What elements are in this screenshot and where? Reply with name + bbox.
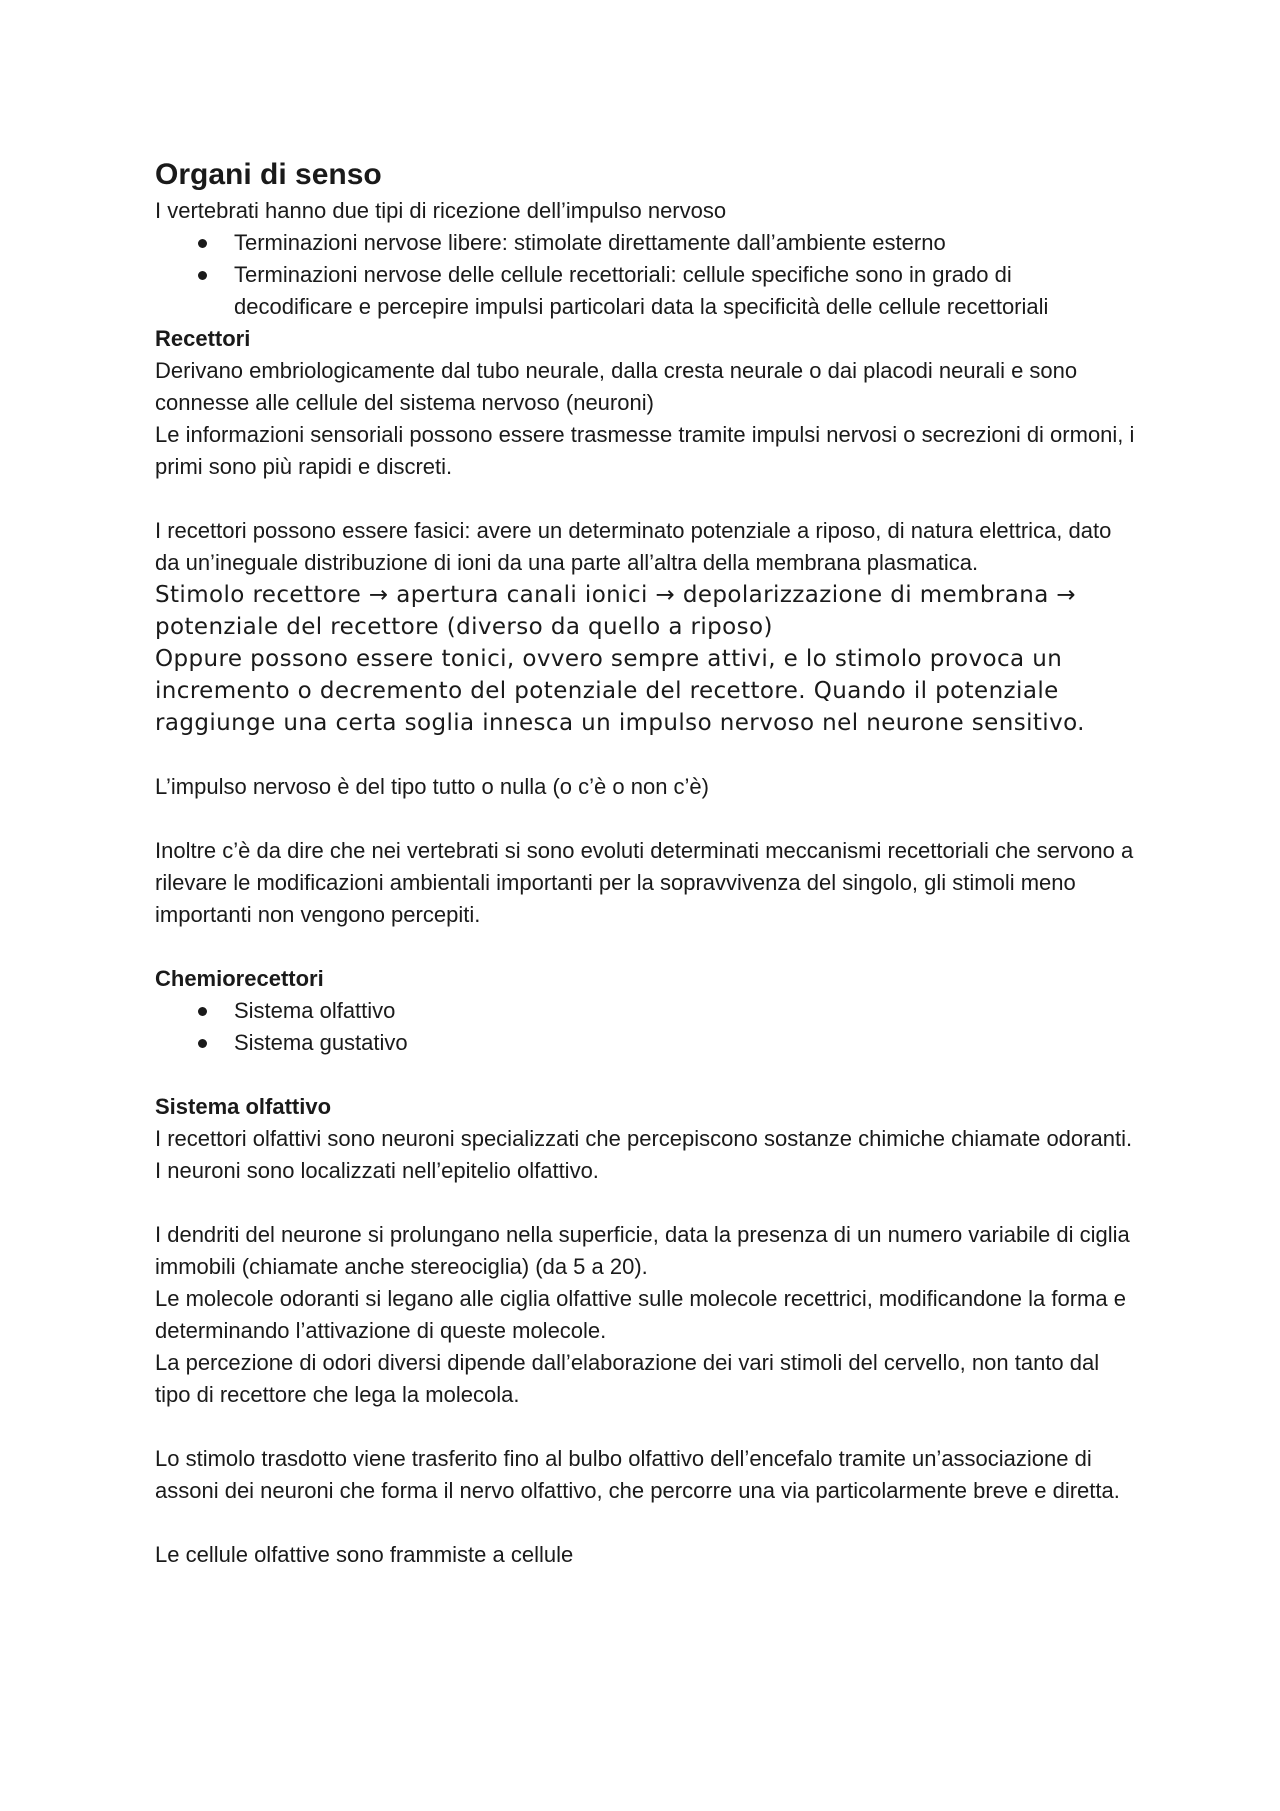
document-page <box>155 155 1135 1571</box>
paragraph: Le informazioni sensoriali possono essere trasmesse tramite impulsi nervosi o secrezioni di ormoni, i primi sono più rapidi e discreti. <box>155 422 1135 479</box>
paragraph: Lo stimolo trasdotto viene trasferito fino al bulbo olfattivo dell’encefalo tramite un’associazione di assoni dei neuroni che forma il nervo olfattivo, che percorre una via particolarmente breve e diretta. <box>155 1446 1120 1503</box>
list-item: Sistema olfattivo <box>234 995 1135 1027</box>
intro-bullet-list <box>155 227 1135 323</box>
paragraph: I dendriti del neurone si prolungano nella superficie, data la presenza di un numero variabile di ciglia immobili (chiamate anche stereociglia) (da 5 a 20). <box>155 1222 1130 1279</box>
paragraph: Oppure possono essere tonici, ovvero sempre attivi, e lo stimolo provoca un incremento o decremento del potenziale del recettore. Quando il potenziale raggiunge una certa soglia innesca un impulso nervoso nel neurone sensitivo. <box>155 646 1085 736</box>
paragraph: I recettori possono essere fasici: avere un determinato potenziale a riposo, di natura elettrica, dato da un’ineguale distribuzione di ioni da una parte all’altra della membrana plasmatica. <box>155 518 1112 575</box>
paragraph: Inoltre c’è da dire che nei vertebrati si sono evoluti determinati meccanismi recettoriali che servono a rilevare le modificazioni ambientali importanti per la sopravvivenza del singolo, gli stimoli meno importanti non vengono percepiti. <box>155 838 1134 927</box>
paragraph: Stimolo recettore → apertura canali ionici → depolarizzazione di membrana → potenziale del recettore (diverso da quello a riposo) <box>155 582 1077 640</box>
list-item: Terminazioni nervose delle cellule recettoriali: cellule specifiche sono in grado di decodificare e percepire impulsi particolari data la specificità delle cellule recettoriali <box>234 259 1135 323</box>
list-item: Sistema gustativo <box>234 1027 1135 1059</box>
paragraph: La percezione di odori diversi dipende dall’elaborazione dei vari stimoli del cervello, non tanto dal tipo di recettore che lega la molecola. <box>155 1350 1100 1407</box>
paragraph: I neuroni sono localizzati nell’epitelio olfattivo. <box>155 1158 599 1183</box>
paragraph: Derivano embriologicamente dal tubo neurale, dalla cresta neurale o dai placodi neurali e sono connesse alle cellule del sistema nervoso (neuroni) <box>155 358 1078 415</box>
intro-text: I vertebrati hanno due tipi di ricezione dell’impulso nervoso <box>155 198 727 223</box>
paragraph: Le molecole odoranti si legano alle ciglia olfattive sulle molecole recettrici, modificandone la forma e determinando l’attivazione di queste molecole. <box>155 1286 1126 1343</box>
paragraph: L’impulso nervoso è del tipo tutto o nulla (o c’è o non c’è) <box>155 774 709 799</box>
paragraph: Le cellule olfattive sono frammiste a cellule <box>155 1542 574 1567</box>
page-title: Organi di senso <box>155 158 382 191</box>
chemiorecettori-list <box>155 995 1135 1059</box>
list-item: Terminazioni nervose libere: stimolate direttamente dall’ambiente esterno <box>234 227 1135 259</box>
section-heading-chemiorecettori: Chemiorecettori <box>155 966 324 991</box>
paragraph: I recettori olfattivi sono neuroni specializzati che percepiscono sostanze chimiche chiamate odoranti. <box>155 1126 1133 1151</box>
section-heading-recettori: Recettori <box>155 326 251 351</box>
section-heading-sistema-olfattivo: Sistema olfattivo <box>155 1094 332 1119</box>
